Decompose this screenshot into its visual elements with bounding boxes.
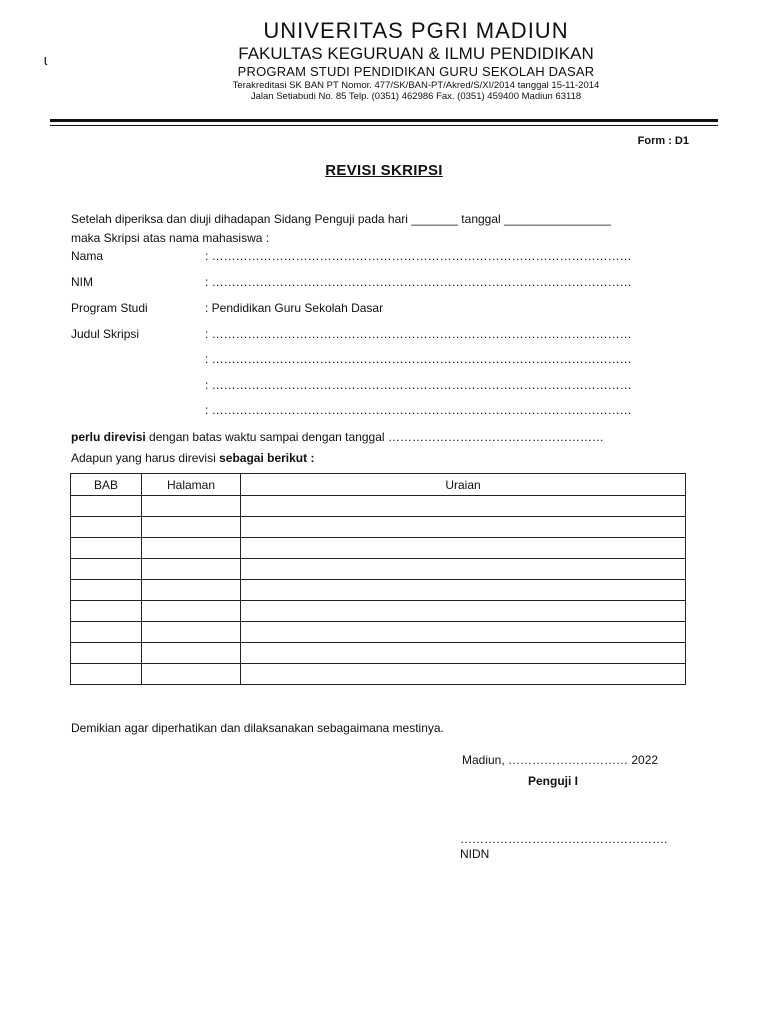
- signature-name-line: …………………………………………….: [460, 832, 668, 846]
- judul-value-3: : ……………………………………………………………………………………………: [205, 378, 632, 392]
- intro-line-2: maka Skripsi atas nama mahasiswa :: [71, 231, 270, 245]
- address-text: Jalan Setiabudi No. 85 Telp. (0351) 462986 Fax. (0351) 459400 Madiun 63118: [250, 91, 582, 102]
- revision-deadline-line: [71, 430, 604, 444]
- nama-label: Nama: [71, 249, 104, 263]
- revision-deadline-text: dengan batas waktu sampai dengan tanggal ………………………………………………: [145, 430, 604, 444]
- table-row: [71, 538, 686, 559]
- halaman-cell: [142, 538, 241, 559]
- bab-cell: [71, 643, 142, 664]
- nim-value: : ……………………………………………………………………………………………: [205, 275, 632, 289]
- table-body: [71, 496, 686, 685]
- bab-cell: [71, 559, 142, 580]
- judul-value-4: : ……………………………………………………………………………………………: [205, 403, 632, 417]
- items-intro-text: Adapun yang harus direvisi: [71, 451, 220, 465]
- table-row: [71, 496, 686, 517]
- halaman-cell: [142, 496, 241, 517]
- page-title: REVISI SKRIPSI: [325, 162, 443, 179]
- university-name: UNIVERITAS PGRI MADIUN: [263, 18, 569, 43]
- uraian-cell: [241, 643, 686, 664]
- uraian-cell: [241, 622, 686, 643]
- halaman-cell: [142, 664, 241, 685]
- signature-place-date: Madiun, ………………………… 2022: [462, 753, 659, 767]
- bab-cell: [71, 538, 142, 559]
- bab-cell: [71, 517, 142, 538]
- nim-label: NIM: [71, 275, 93, 289]
- intro-line-1: Setelah diperiksa dan diuji dihadapan Sidang Penguji pada hari _______ tanggal ________________: [71, 212, 611, 226]
- uraian-cell: [241, 517, 686, 538]
- halaman-cell: [142, 559, 241, 580]
- uraian-cell: [241, 664, 686, 685]
- judul-value-2: : ……………………………………………………………………………………………: [205, 352, 632, 366]
- table-row: [71, 643, 686, 664]
- bab-cell: [71, 496, 142, 517]
- uraian-cell: [241, 538, 686, 559]
- signature-role: Penguji I: [528, 774, 579, 788]
- signature-nidn: NIDN: [460, 847, 490, 861]
- halaman-cell: [142, 580, 241, 601]
- table-row: [71, 664, 686, 685]
- revision-table: [70, 473, 686, 685]
- halaman-cell: [142, 601, 241, 622]
- accreditation-text: Terakreditasi SK BAN PT Nomor. 477/SK/BAN-PT/Akred/S/XI/2014 tanggal 15-11-2014: [232, 80, 600, 91]
- uraian-cell: [241, 559, 686, 580]
- table-row: [71, 559, 686, 580]
- halaman-cell: [142, 622, 241, 643]
- closing-statement: Demikian agar diperhatikan dan dilaksanakan sebagaimana mestinya.: [71, 721, 444, 735]
- halaman-cell: [142, 517, 241, 538]
- header-bab: BAB: [71, 474, 142, 496]
- halaman-cell: [142, 643, 241, 664]
- uraian-cell: [241, 601, 686, 622]
- bab-cell: [71, 580, 142, 601]
- pen-mark-icon: ɩ: [44, 52, 48, 69]
- program-name: PROGRAM STUDI PENDIDIKAN GURU SEKOLAH DASAR: [237, 64, 595, 79]
- revision-emphasis: perlu direvisi: [71, 430, 146, 444]
- header-uraian: Uraian: [241, 474, 686, 496]
- header-divider-thick: [50, 119, 718, 122]
- prodi-value: : Pendidikan Guru Sekolah Dasar: [205, 301, 384, 315]
- judul-value-1: : ……………………………………………………………………………………………: [205, 327, 632, 341]
- letterhead: [0, 18, 768, 102]
- items-intro-emphasis: sebagai berikut :: [219, 451, 315, 465]
- table-row: [71, 622, 686, 643]
- table-row: [71, 517, 686, 538]
- faculty-name: FAKULTAS KEGURUAN & ILMU PENDIDIKAN: [238, 44, 594, 63]
- judul-label: Judul Skripsi: [71, 327, 140, 341]
- form-code: Form : D1: [637, 135, 689, 147]
- header-halaman: Halaman: [142, 474, 241, 496]
- header-divider-thin: [50, 125, 718, 126]
- prodi-label: Program Studi: [71, 301, 148, 315]
- bab-cell: [71, 601, 142, 622]
- nama-value: : ……………………………………………………………………………………………: [205, 249, 632, 263]
- table-row: [71, 580, 686, 601]
- uraian-cell: [241, 580, 686, 601]
- bab-cell: [71, 622, 142, 643]
- table-header-row: [71, 474, 686, 496]
- items-intro-line: [71, 451, 314, 465]
- bab-cell: [71, 664, 142, 685]
- uraian-cell: [241, 496, 686, 517]
- table-row: [71, 601, 686, 622]
